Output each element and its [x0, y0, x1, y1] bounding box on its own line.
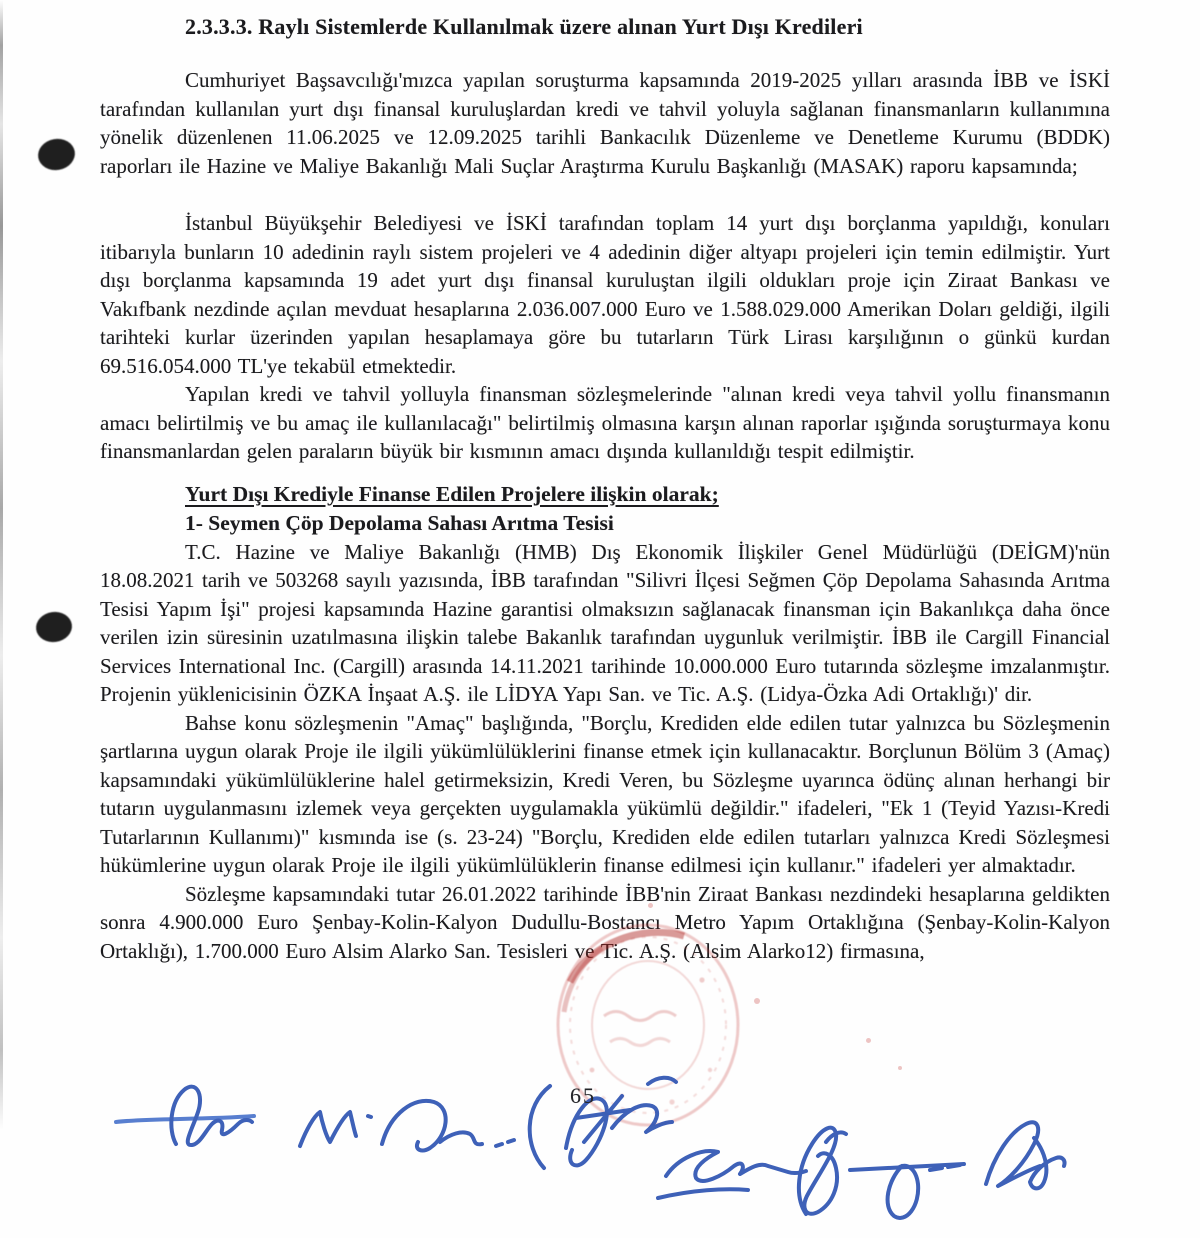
signature-6	[850, 1164, 964, 1218]
paragraph-borrowing-summary: İstanbul Büyükşehir Belediyesi ve İSKİ tarafından toplam 14 yurt dışı borçlanma yapıldığı, konuları itibarıyla bunların 10 adedinin raylı sistem projeleri ve 4 adedinin diğer altyapı projeleri için temin edilmiştir. Yurt dışı borçlanma kapsamında 19 adet yurt dışı finansal kuruluştan ilgili oldukları proje için Ziraat Bankası ve Vakıfbank nezdinde açılan mevduat hesaplarına 2.036.007.000 Euro ve 1.588.029.000 Amerikan Doları geldiği, ilgili tarihteki kurlar üzerinden yapılan hesaplamaya göre bu tutarların Türk Lirası karşılığının o günkü kurdan 69.516.054.000 TL'ye tekabül etmektedir.	[100, 211, 1110, 378]
projects-heading-block	[100, 480, 1110, 538]
document-body	[100, 12, 1110, 965]
project-item-heading: 1- Seymen Çöp Depolama Sahası Arıtma Tesisi	[185, 510, 614, 535]
subsection-heading	[100, 480, 1110, 509]
paragraph-treasury-letter: T.C. Hazine ve Maliye Bakanlığı (HMB) Dış Ekonomik İlişkiler Genel Müdürlüğü (DEİGM)'nün 18.08.2021 tarih ve 503268 sayılı yazısında, İBB tarafından "Silivri İlçesi Seğmen Çöp Depolama Sahasında Arıtma Tesisi Yapım İşi" projesi kapsamında Hazine garantisi olmaksızın sağlanacak finansman için Bakanlıkça daha önce verilen izin süresinin uzatılmasına ilişkin talebe Bakanlık tarafından uygunluk verilmiştir. İBB ile Cargill Financial Services International Inc. (Cargill) arasında 14.11.2021 tarihinde 10.000.000 Euro tutarında sözleşme imzalanmıştır. Projenin yüklenicisinin ÖZKA İnşaat A.Ş. ile LİDYA Yapı San. ve Tic. A.Ş. (Lidya-Özka Adi Ortaklığı)' dir.	[100, 539, 1110, 706]
signature-3	[530, 1078, 676, 1168]
paragraph-fund-transfers: Sözleşme kapsamındaki tutar 26.01.2022 tarihinde İBB'nin Ziraat Bankası nezdindeki hesaplarına geldikten sonra 4.900.000 Euro Şenbay-Kolin-Kalyon Dudullu-Bostancı Metro Yapım Ortaklığına (Şenbay-Kolin-Kalyon Ortaklığı), 1.700.000 Euro Alsim Alarko San. Tesisleri ve Tic. A.Ş. (Alsim Alarko12) firmasına,	[100, 881, 1110, 963]
signature-5	[799, 1128, 846, 1214]
section-title: 2.3.3.3. Raylı Sistemlerde Kullanılmak üzere alınan Yurt Dışı Kredileri	[185, 14, 863, 39]
signature-7	[986, 1122, 1065, 1188]
hole-punch-dot	[36, 136, 78, 173]
signature-2	[300, 1101, 514, 1151]
stamp-ink-speck	[866, 1038, 871, 1043]
stamp-ink-speck	[898, 1066, 902, 1070]
stamp-ink-speck	[754, 998, 760, 1004]
paragraph-findings: Yapılan kredi ve tahvil yolluyla finansman sözleşmelerinde "alınan kredi veya tahvil yollu finansmanın amacı belirtilmiş ve bu amaç ile kullanılacağı" belirtilmiş olmasına karşın alınan raporlar ışığında soruşturmaya konu finansmanlardan gelen paraların büyük bir kısmının amacı dışında kullanıldığı tespit edilmiştir.	[100, 382, 1110, 463]
scan-edge-artifact	[0, 0, 3, 1130]
signatures-row	[0, 1050, 1200, 1238]
subsection-heading-text: Yurt Dışı Krediyle Finanse Edilen Projelere ilişkin olarak;	[185, 481, 719, 506]
hole-punch-dot	[34, 610, 74, 645]
page-number: 65	[570, 1083, 596, 1108]
paragraph-intro: Cumhuriyet Başsavcılığı'mızca yapılan soruşturma kapsamında 2019-2025 yılları arasında İBB ve İSKİ tarafından kullanılan yurt dışı finansal kuruluşlardan kredi ve tahvil yoluyla sağlanan finansmanların kullanımına yönelik düzenlenen 11.06.2025 ve 12.09.2025 tarihli Bankacılık Düzenleme ve Denetleme Kurumu (BDDK) raporları ile Hazine ve Maliye Bakanlığı Mali Suçlar Araştırma Kurulu Başkanlığı (MASAK) raporu kapsamında;	[100, 68, 1110, 178]
signature-1	[116, 1087, 254, 1145]
paragraph-contract-purpose: Bahse konu sözleşmenin "Amaç" başlığında, "Borçlu, Krediden elde edilen tutar yalnızca bu Sözleşmenin şartlarına uygun olarak Proje ile ilgili yükümlülüklerini finanse etmek için kullanacaktır. Borçlunun Bölüm 3 (Amaç) kapsamındaki yükümlülüklerine halel getirmeksizin, Kredi Veren, bu Sözleşme uyarınca ödünç alınan herhangi bir tutarın uygulanmasını izlemek veya gerçekten uygulamakla yükümlü değildir." ifadeleri, "Ek 1 (Teyid Yazısı-Kredi Tutarlarının Kullanımı)" kısmında ise (s. 23-24) "Borçlu, Krediden elde edilen tutarları yalnızca Kredi Sözleşmesi hükümlerine uygun olarak Proje ile ilgili yükümlülüklerin finanse edilmesi için kullanır." ifadeleri yer almaktadır.	[100, 710, 1110, 877]
signature-4	[658, 1151, 806, 1198]
